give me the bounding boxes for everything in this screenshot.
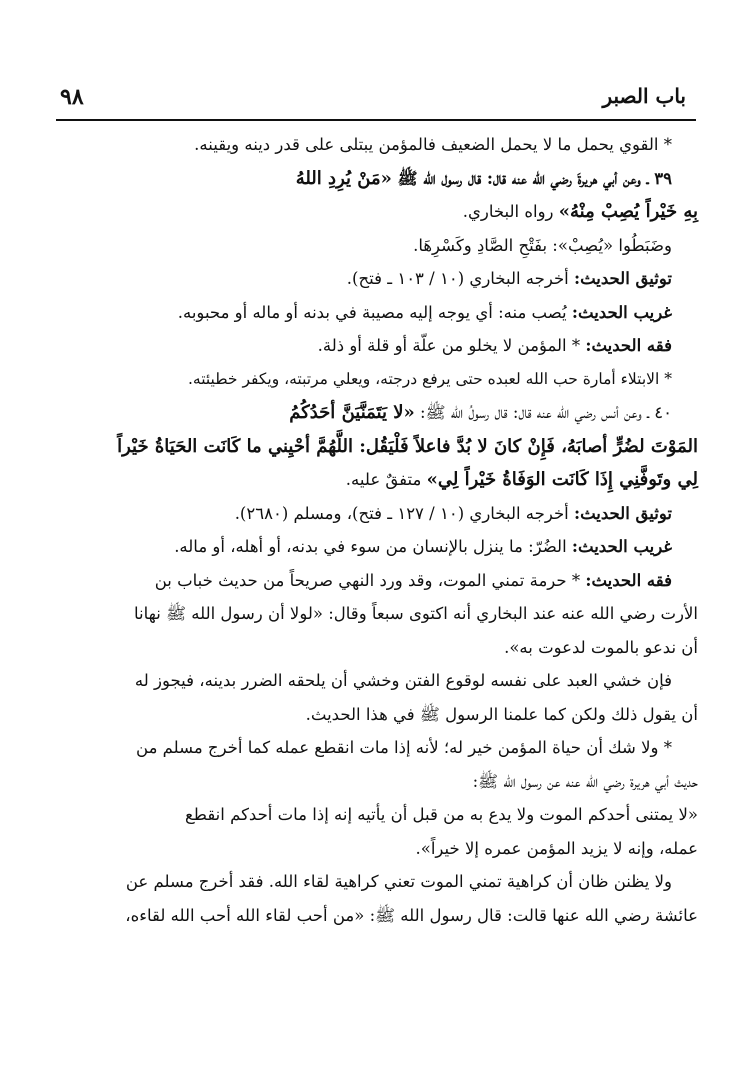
commentary-text: الأرت رضي الله عنه عند البخاري أنه اكتوى سبعاً وقال: «لولا أن رسول الله ﷺ نهانا bbox=[134, 604, 698, 623]
hadith-quote: المَوْتَ لضُرٍّ أصابَهُ، فَإِنْ كانَ لا بُدَّ فاعلاً فَلْيَقُل: اللَّهُمَّ أحْيِني ما كَانَت الحَيَاةُ خَيْراً bbox=[117, 435, 698, 457]
section-label: غريب الحديث: bbox=[571, 302, 672, 322]
hadith-40-line bbox=[58, 430, 698, 464]
hadith-quote-plain: عمله، وإنه لا يزيد المؤمن عمره إلا خيراً». bbox=[415, 838, 698, 858]
hadith-39-line bbox=[58, 195, 698, 229]
text-line bbox=[58, 899, 698, 933]
commentary-text: ولا يظنن ظان أن كراهية تمني الموت تعني كراهية لقاء الله. فقد أخرج مسلم عن bbox=[125, 872, 672, 891]
section-text: * المؤمن لا يخلو من علّة أو قلة أو ذلة. bbox=[317, 336, 586, 355]
fiqh-line bbox=[58, 329, 698, 363]
commentary-text: فإن خشي العبد على نفسه لوقوع الفتن وخشي أن يلحقه الضرر بدينه، فيجوز له bbox=[134, 671, 672, 690]
commentary-text: * ولا شك أن حياة المؤمن خير له؛ لأنه إذا مات انقطع عمله كما أخرج مسلم من bbox=[136, 738, 672, 757]
text-line bbox=[58, 865, 698, 899]
text-line bbox=[58, 597, 698, 631]
commentary-text: * الابتلاء أمارة حب الله لعبده حتى يرفع درجته، ويعلي مرتبته، ويكفر خطيئته. bbox=[187, 369, 672, 388]
gharib-line bbox=[58, 296, 698, 330]
text-line bbox=[58, 128, 698, 162]
text-line bbox=[58, 698, 698, 732]
hadith-quote: بِهِ خَيْراً يُصِبْ مِنْهُ» bbox=[558, 201, 698, 222]
narration-source: متفقٌ عليه. bbox=[345, 470, 427, 489]
section-label: فقه الحديث: bbox=[585, 570, 672, 590]
narration-source: رواه البخاري. bbox=[462, 202, 559, 221]
hadith-quote-plain: «لا يمتنى أحدكم الموت ولا يدع به من قبل أن يأتيه إنه إذا مات أحدكم انقطع bbox=[185, 805, 698, 824]
section-text: * حرمة تمني الموت، وقد ورد النهي صريحاً من حديث خباب بن bbox=[154, 570, 586, 590]
commentary-text: * القوي يحمل ما لا يحمل الضعيف فالمؤمن يبتلى على قدر دينه ويقينه. bbox=[194, 135, 672, 154]
section-label: فقه الحديث: bbox=[585, 336, 672, 355]
vocalization-note: وضَبَطُوا «يُصِبْ»: بفَتْحِ الصَّادِ وكَسْرِهَا. bbox=[413, 235, 672, 255]
section-text: يُصب منه: أي يوجه إليه مصيبة في بدنه أو ماله أو محبوبه. bbox=[177, 302, 572, 322]
hadith-39-line bbox=[58, 162, 698, 196]
commentary-text: عائشة رضي الله عنها قالت: قال رسول الله ﷺ: «من أحب لقاء الله أحب الله لقاءه، bbox=[125, 905, 698, 925]
section-label: توثيق الحديث: bbox=[573, 503, 672, 523]
section-label: غريب الحديث: bbox=[571, 537, 672, 556]
commentary-text: أن ندعو بالموت لدعوت به». bbox=[504, 637, 698, 657]
text-line bbox=[58, 664, 698, 698]
body-text bbox=[58, 128, 698, 932]
text-line bbox=[58, 765, 698, 799]
header-rule bbox=[56, 119, 696, 121]
hadith-quote: «مَنْ يُرِدِ اللهُ bbox=[295, 167, 392, 189]
commentary-text: حديث أبي هريرة رضي الله عنه عن رسول الله ﷺ: bbox=[472, 771, 698, 791]
section-label: توثيق الحديث: bbox=[573, 269, 672, 288]
hadith-intro: ٣٩ ـ وعن أبي هريرةَ رضي الله عنه قال: قال رسول الله ﷺ bbox=[391, 168, 672, 188]
fiqh-line bbox=[58, 564, 698, 598]
section-text: أخرجه البخاري (١٠ / ١٢٧ ـ فتح)، ومسلم (٢٦٨٠). bbox=[234, 503, 574, 523]
text-line bbox=[58, 631, 698, 665]
hadith-intro: ٤٠ ـ وعن أنس رضي الله عنه قال: قال رسولُ الله ﷺ: bbox=[414, 403, 672, 422]
hadith-quote: «لا يَتَمَنَّيَنَّ أحَدُكُمُ bbox=[289, 402, 415, 423]
chapter-title: باب الصبر bbox=[602, 84, 686, 108]
text-line bbox=[58, 832, 698, 866]
page-header bbox=[56, 84, 692, 116]
hadith-40-line bbox=[58, 396, 698, 430]
takhrij-line bbox=[58, 497, 698, 531]
hadith-40-line bbox=[58, 463, 698, 497]
hadith-quote: لِي وتَوفَّنِي إِذَا كَانَت الوَفَاةُ خَيْراً لِي» bbox=[426, 469, 698, 490]
text-line bbox=[58, 229, 698, 263]
takhrij-line bbox=[58, 262, 698, 296]
text-line bbox=[58, 731, 698, 765]
commentary-text: أن يقول ذلك ولكن كما علمنا الرسول ﷺ في هذا الحديث. bbox=[305, 704, 698, 724]
text-line bbox=[58, 363, 698, 397]
page-number: ٩٨ bbox=[60, 84, 84, 110]
section-text: أخرجه البخاري (١٠ / ١٠٣ ـ فتح). bbox=[346, 269, 574, 288]
section-text: الضُرّ: ما ينزل بالإنسان من سوء في بدنه، أو أهله، أو ماله. bbox=[174, 537, 572, 556]
gharib-line bbox=[58, 530, 698, 564]
text-line bbox=[58, 798, 698, 832]
